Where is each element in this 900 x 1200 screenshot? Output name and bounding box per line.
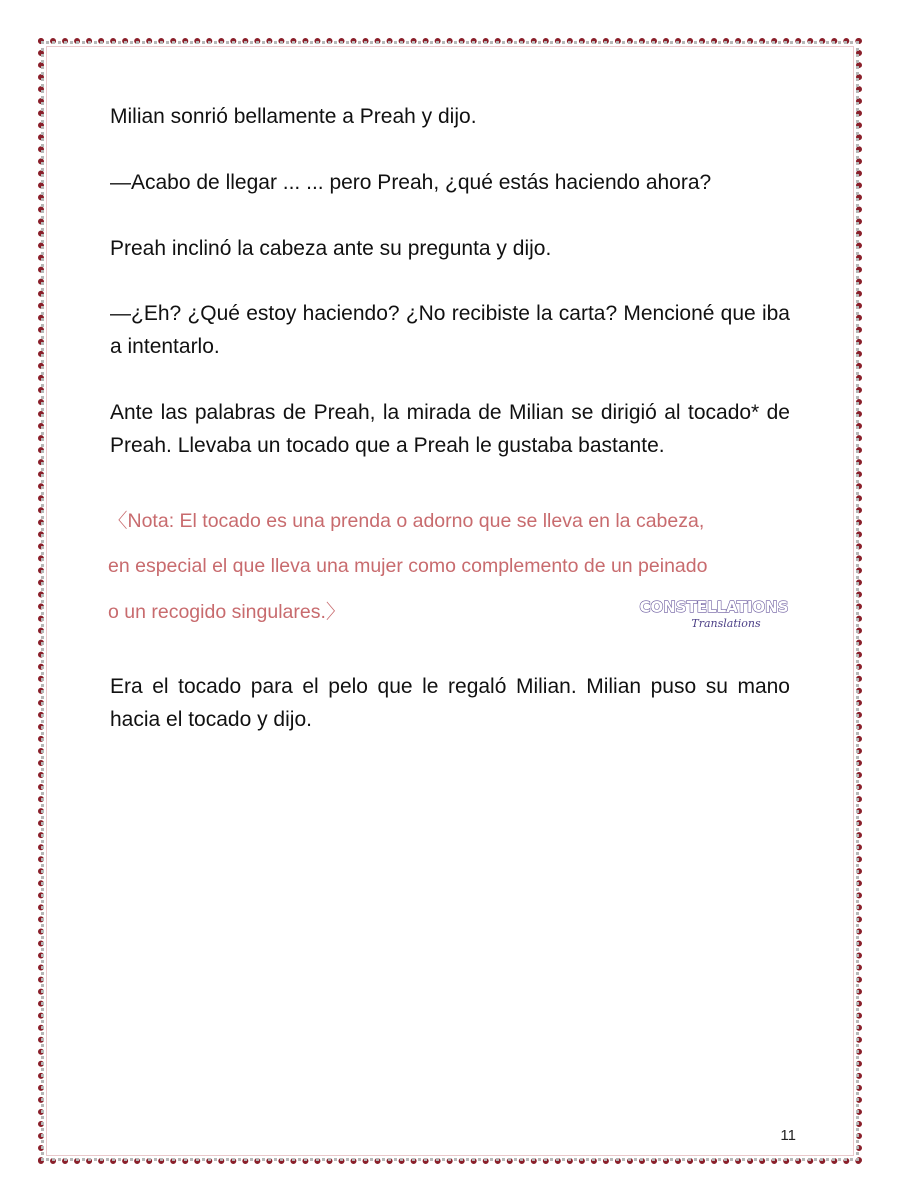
paragraph-3: Preah inclinó la cabeza ante su pregunta y dijo. <box>110 237 552 260</box>
watermark-subtitle: Translations <box>691 617 761 630</box>
watermark-title: CONSTELLATIONS <box>639 598 789 616</box>
paragraph-1: Milian sonrió bellamente a Preah y dijo. <box>110 105 477 128</box>
paragraph-4: —¿Eh? ¿Qué estoy haciendo? ¿No recibiste la carta? Mencioné que iba a intentarlo. <box>110 302 790 358</box>
paragraph-6: Era el tocado para el pelo que le regaló Milian. Milian puso su mano hacia el tocado y dijo. <box>110 675 790 731</box>
paragraph-5: Ante las palabras de Preah, la mirada de Milian se dirigió al tocado* de Preah. Llevaba un tocado que a Preah le gustaba bastante. <box>110 401 790 457</box>
paragraph-2: —Acabo de llegar ... ... pero Preah, ¿qué estás haciendo ahora? <box>110 171 712 194</box>
translator-note-line-1: 〈Nota: El tocado es una prenda o adorno que se lleva en la cabeza, <box>108 510 705 532</box>
page-number: 11 <box>780 1127 796 1144</box>
constellations-watermark-logo <box>636 596 792 632</box>
translator-note-line-3: o un recogido singulares.〉 <box>108 601 346 623</box>
translator-note-line-2: en especial el que lleva una mujer como complemento de un peinado <box>108 555 708 577</box>
